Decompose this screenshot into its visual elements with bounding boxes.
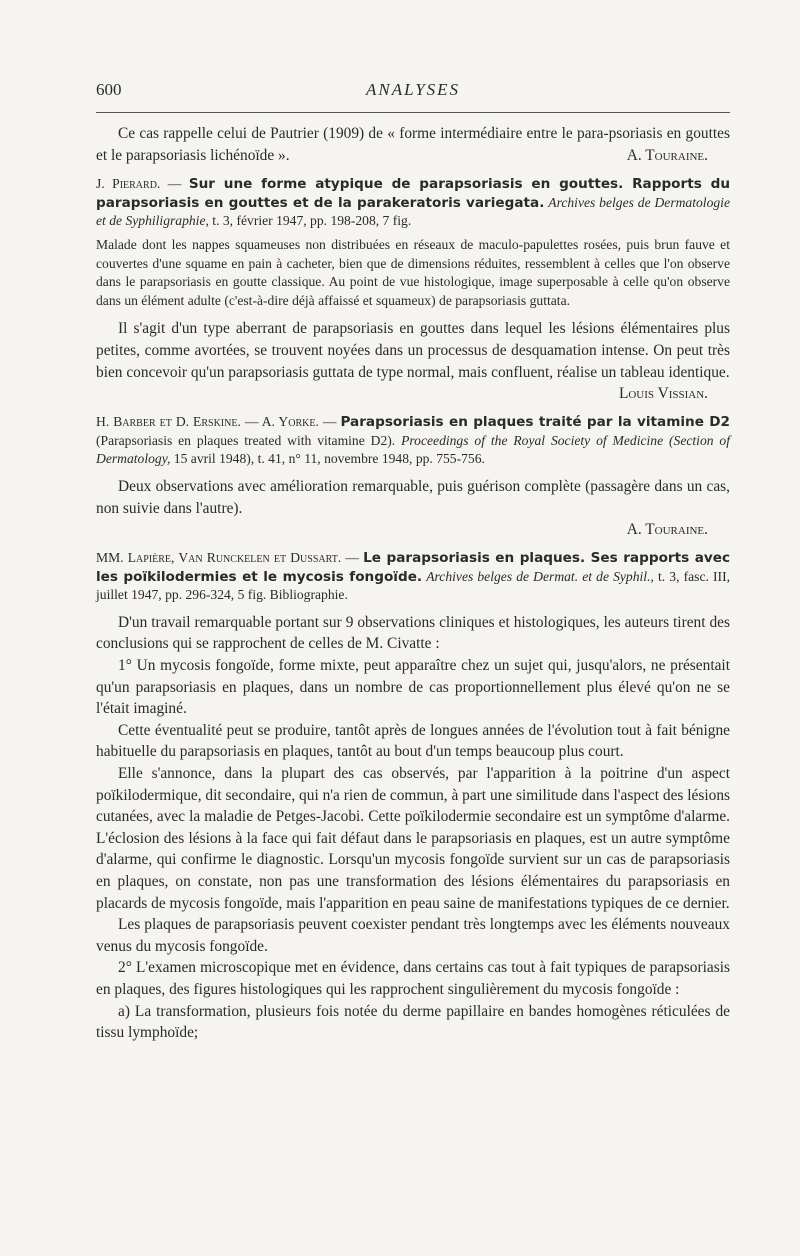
article2-ref-pre: (Parapsoriasis en plaques treated with vitamine D2).	[96, 432, 402, 448]
article3-heading	[96, 549, 730, 605]
article2-ref: 15 avril 1948), t. 41, n° 11, novembre 1948, pp. 755-756.	[170, 451, 485, 467]
article1-paragraph-2: Il s'agit d'un type aberrant de parapsoriasis en gouttes dans lequel les lésions élémentaires plus petites, comme avortées, se trouvent noyées dans un processus de desquamation intense. On peut très bien concevoir qu'un parapsoriasis guttata de type normal, mais confluent, réalise un tableau identique.	[96, 320, 730, 381]
intro-text: Ce cas rappelle celui de Pautrier (1909) de « forme intermédiaire entre le para-psoriasis en gouttes et le parapsoriasis lichénoïde ».	[96, 125, 730, 164]
article2-dash: —	[318, 414, 341, 430]
article3-journal: Archives belges de Dermat. et de Syphil.,	[426, 568, 654, 584]
article3-authors: MM. Lapière, Van Runckelen et Dussart.	[96, 550, 342, 566]
page-header	[96, 80, 730, 104]
article2-journal: Proceedings of the Royal Society of Medicine (Section of Dermatology,	[96, 432, 731, 467]
article3-dash: —	[341, 550, 364, 566]
article2-heading	[96, 413, 730, 469]
article1-journal: Archives belges de Dermatologie et de Syphiligraphie,	[96, 194, 730, 229]
article3-paragraph: D'un travail remarquable portant sur 9 observations cliniques et histologiques, les auteurs tirent des conclusions qui se rapprochent de celles de M. Civatte :	[96, 613, 730, 653]
article3-title: Le parapsoriasis en plaques. Ses rapports avec les poïkilodermies et le mycosis fongoïde.	[96, 550, 731, 585]
article1-heading	[96, 175, 730, 231]
article3-paragraph: 2° L'examen microscopique met en évidence, dans certains cas tout à fait typiques de parapsoriasis en plaques, des figures histologiques qui les rapprochent singulièrement du mycosis fongoïde :	[96, 959, 730, 998]
intro-paragraph	[96, 123, 730, 166]
article1-paragraph-1: Malade dont les nappes squameuses non distribuées en réseaux de maculo-papulettes rosées, puis brun fauve et couvertes d'une squame en pain à cacheter, bien que de dimensions réduites, ressemblent à celles que l'on observe dans le parapsoriasis en goutte classique. Au point de vue histologique, image superposable à celle qu'on observe dans un élément adulte (c'est-à-dire déjà affaissé et squameux) de parapsoriasis guttata.	[96, 236, 730, 308]
article2-title: Parapsoriasis en plaques traité par la vitamine D2	[340, 414, 730, 431]
article1-signature: Louis Vissian.	[618, 385, 708, 403]
page-content	[96, 123, 730, 1044]
running-title: ANALYSES	[365, 80, 461, 99]
article1-dash: —	[160, 176, 189, 192]
article2-paragraph-1: Deux observations avec amélioration remarquable, puis guérison complète (passagère dans un cas, non suivie dans l'autre).	[96, 477, 730, 517]
article2-signature: A. Touraine.	[626, 521, 708, 539]
intro-signature: A. Touraine.	[626, 146, 708, 164]
header-rule	[96, 112, 730, 113]
article1-title: Sur une forme atypique de parapsoriasis en gouttes. Rapports du parapsoriasis en gouttes et de la parakeratoris variegata.	[96, 176, 730, 211]
article2-authors: H. Barber et D. Erskine. — A. Yorke.	[96, 414, 319, 430]
article3-paragraph: Les plaques de parapsoriasis peuvent coexister pendant très longtemps avec les éléments nouveaux venus du mycosis fongoïde.	[96, 916, 730, 955]
article3-paragraph: 1° Un mycosis fongoïde, forme mixte, peut apparaître chez un sujet qui, jusqu'alors, ne présentait qu'un parapsoriasis en plaques, dans un nombre de cas proportionnellement plus élevé qu'on ne se l'était imaginé.	[96, 657, 730, 718]
article1-ref: t. 3, février 1947, pp. 198-208, 7 fig.	[208, 213, 412, 229]
article1-author: J. Pierard.	[96, 176, 161, 192]
article3-ref: t. 3, fasc. III, juillet 1947, pp. 296-324, 5 fig. Bibliographie.	[96, 568, 730, 603]
article3-paragraph: a) La transformation, plusieurs fois notée du derme papillaire en bandes homogènes réticulées de tissu lymphoïde;	[96, 1002, 730, 1042]
article3-paragraph: Elle s'annonce, dans la plupart des cas observés, par l'apparition à la poitrine d'un aspect poïkilodermique, dit secondaire, qui n'a rien de commun, à part une similitude dans l'aspect des lésions cutanées, avec la maladie de Petges-Jacobi. Cette poïkilodermie secondaire est un symptôme d'alarme. L'éclosion des lésions à la face qui fait défaut dans le parapsoriasis en plaques, est un autre symptôme d'alarme, qui confirme le diagnostic. Lorsqu'un mycosis fongoïde survient sur un cas de parapsoriasis en plaques, on constate, non pas une transformation des lésions élémentaires du parapsoriasis en placards de mycosis fongoïde, mais l'apparition en peau saine de manifestations typiques de ce dernier.	[96, 765, 730, 912]
page-number: 600	[96, 80, 122, 99]
article3-paragraph: Cette éventualité peut se produire, tantôt après de longues années de l'évolution tout à fait bénigne habituelle du parapsoriasis en plaques, tantôt au bout d'un temps beaucoup plus court.	[96, 721, 730, 761]
